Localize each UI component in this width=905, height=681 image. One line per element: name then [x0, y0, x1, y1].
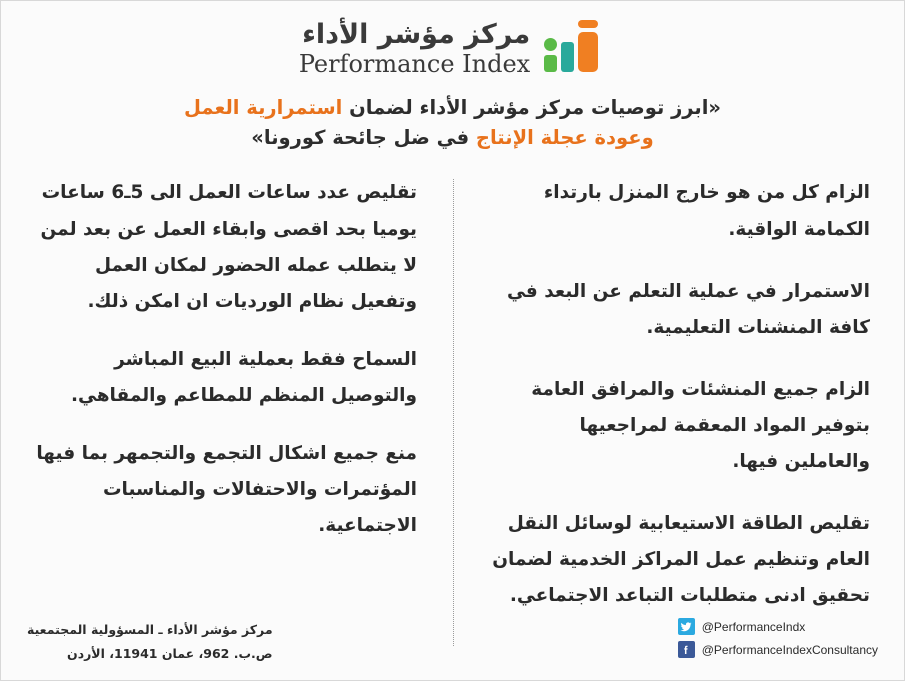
twitter-icon — [678, 618, 695, 635]
list-item: تقليص الطاقة الاستيعابية لوسائل النقل العام وتنظيم عمل المراكز الخدمية لضمان تحقيق ادنى متطلبات التباعد الاجتماعي. — [492, 512, 870, 606]
recommendations-column-left — [35, 175, 435, 640]
logo-dot-green — [544, 38, 557, 51]
column-divider — [453, 179, 455, 646]
logo-dot-orange — [578, 20, 598, 28]
social-link-facebook[interactable] — [678, 641, 878, 658]
list-item: السماح فقط بعملية البيع المباشر والتوصيل المنظم للمطاعم والمقاهي. — [70, 348, 417, 406]
list-item: الزام جميع المنشئات والمرافق العامة بتوفير المواد المعقمة لمراجعيها والعاملين فيها. — [531, 378, 870, 472]
headline-text-2: في ضل جائحة كورونا» — [251, 126, 476, 150]
headline-line-1 — [73, 93, 833, 123]
logo-arabic-name: مركز مؤشر الأداء — [302, 19, 531, 51]
footer-address-line-1: مركز مؤشر الأداء ـ المسؤولية المجتمعية — [27, 622, 273, 637]
page-title — [73, 93, 833, 153]
list-item: منع جميع اشكال التجمع والتجمهر بما فيها المؤتمرات والاحتفالات والمناسبات الاجتماعية. — [36, 442, 417, 536]
facebook-icon — [678, 641, 695, 658]
facebook-handle: @PerformanceIndexConsultancy — [701, 642, 878, 657]
recommendations — [35, 175, 870, 640]
logo-bar-teal — [561, 42, 574, 72]
logo-bar-green — [544, 55, 557, 72]
logo-english-name: Performance Index — [298, 49, 531, 78]
footer-address-line-2: ص.ب. 962، عمان 11941، الأردن — [67, 645, 273, 661]
list-item: تقليص عدد ساعات العمل الى 5ـ6 ساعات يوميا بحد اقصى وابقاء العمل عن بعد لمن لا يتطلب عمله الحضور لمكان العمل وتفعيل نظام الورديات ان امكن ذلك. — [40, 182, 417, 312]
list-item: الزام كل من هو خارج المنزل بارتداء الكمامة الواقية. — [543, 182, 870, 240]
recommendations-column-right — [470, 175, 870, 640]
headline-accent-1: استمرارية العمل — [183, 96, 343, 119]
footer-address — [27, 618, 273, 666]
logo-text — [299, 20, 530, 77]
twitter-handle: @PerformanceIndx — [701, 619, 806, 634]
logo-bar-orange — [578, 32, 598, 72]
header — [1, 1, 904, 79]
headline-text-1: «ابرز توصيات مركز مؤشر الأداء لضمان — [342, 96, 722, 119]
social-links — [678, 618, 878, 664]
performance-index-logo-icon — [544, 20, 606, 78]
social-link-twitter[interactable] — [678, 618, 878, 635]
headline-accent-2: وعودة عجلة الإنتاج — [475, 126, 654, 150]
list-item: الاستمرار في عملية التعلم عن البعد في كافة المنشنات التعليمية. — [506, 280, 870, 338]
headline-line-2 — [73, 123, 833, 153]
footer — [1, 606, 904, 680]
